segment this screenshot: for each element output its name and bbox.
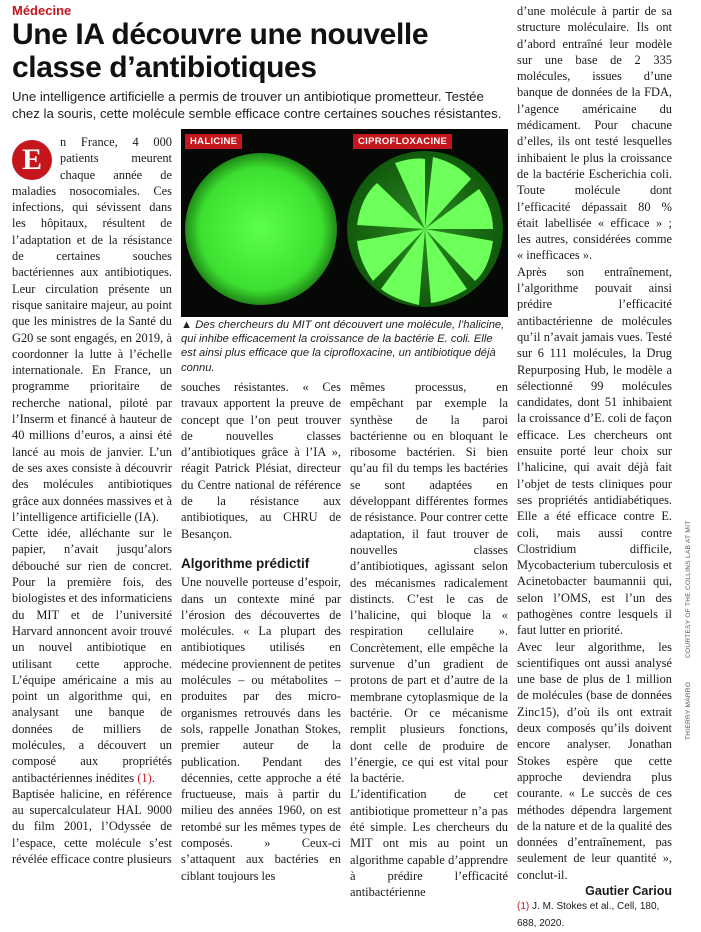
paragraph: L’identification de cet antibiotique prometteur n’a pas été simple. Les chercheurs du MIT ont mis au point un algorithme capable d’apprendre à prédire l’efficacité antibactérienne	[350, 787, 508, 900]
paragraph-text: Cette idée, alléchante sur le papier, n’avait jusqu’alors débouché sur rien de concret. Pour la première fois, des biologistes et des informaticiens du MIT et de l’université Harvard annoncent avoir trouvé un nouvel antibiotique en utilisant cette approche. L’équipe américaine a mis au point un algorithme qui, en analysant une banque de données de milliers de molécules, a découvert un composé aux propriétés antibactériennes inédites	[12, 526, 173, 785]
paragraph: Avec leur algorithme, les scientifiques ont aussi analysé une base de plus de 1 million de molécules (base de données Zinc15), d’où ils ont extrait deux composés qu’ils doivent encore analyser. Jonathan Stokes espère que cette approche deviendra plus courante. « Le succès de ces méthodes dépendra largement de la nature et de la qualité des données d’entraînement, pas seulement de leur quantité », conclut-il.	[517, 639, 672, 882]
petri-dish-photo	[181, 129, 508, 317]
column-2	[181, 379, 341, 884]
paragraph-end: .	[151, 770, 155, 785]
paragraph: n France, 4 000 patients meurent chaque année de maladies nosocomiales. Ces infections, qui sévissent dans les hôpitaux, résultent de l’adaptation et de la résistance de certaines souches bactériennes aux antibiotiques. Leur circulation présente un risque sanitaire majeur, au point que les ministres de la Santé du G20 se sont engagés, en 2019, à coordonner la lutte à l’échelle internationale. En France, un programme prioritaire de recherche national, piloté par l’Inserm et financé à hauteur de 40 millions d’euros, a ainsi été lancé au mois de janvier. L’un de ses axes consiste à découvrir des molécules antibiotiques grâce aux données massives et à l’intelligence artificielle (IA).	[12, 135, 172, 524]
headline: Une IA découvre une nouvelle classe d’antibiotiques	[12, 18, 429, 84]
credits	[683, 520, 695, 840]
rubric: Médecine	[12, 3, 72, 18]
paragraph: Baptisée halicine, en référence au supercalculateur HAL 9000 du film 2001, l’Odyssée de l’espace, cette molécule s’est révélée efficace contre plusieurs	[12, 786, 172, 867]
standfirst: Une intelligence artificielle a permis de trouver un antibiotique prometteur. Testée chez la souris, cette molécule semble efficace contre certaines souches résistantes.	[12, 89, 502, 121]
reference-marker: (1)	[137, 770, 152, 785]
footnote	[517, 899, 672, 932]
caption-marker: ▲	[181, 319, 193, 331]
paragraph	[12, 525, 172, 786]
paragraph: Une nouvelle porteuse d’espoir, dans un contexte miné par l’érosion des découvertes de molécules. « La plupart des antibiotiques utilisés en médecine proviennent de petites molécules – ou métabolites – produites par des micro-organismes retrouvés dans les sols, rappelle Jonathan Stokes, premier auteur de la publication. Pendant des décennies, cette approche a été fructueuse, mais à partir du milieu des années 1960, on est retombé sur les mêmes types de composés. » Ceux-ci s’attaquent aux bactéries en ciblant toujours les	[181, 575, 341, 883]
author-byline: Gautier Cariou	[585, 884, 672, 899]
column-1	[12, 134, 172, 867]
paragraph: souches résistantes. « Ces travaux apportent la preuve de concept que l’on peut trouver de nouvelles classes d’antibiotiques grâce à l’IA », réagit Patrick Plésiat, directeur du Centre national de référence de la résistance aux antibiotiques, au CHRU de Besançon.	[181, 380, 341, 541]
dropcap: E	[12, 140, 52, 180]
footnote-text: J. M. Stokes et al., Cell, 180, 688, 2020.	[517, 901, 660, 929]
footnote-marker: (1)	[517, 901, 530, 913]
paragraph: d’une molécule à partir de sa structure moléculaire. Ils ont d’abord entraîné leur modèle sur une base de 2 335 molécules, issues d’une banque de données de la FDA, l’agence américaine du médicament. Pour chacune d’elles, ils ont testé lesquelles inhibaient le plus la croissance de la bactérie Escherichia coli. Toute molécule dont l’efficacité dépassait 80 % était labellisée « efficace » ; les autres, considérées comme « inefficaces ».	[517, 4, 672, 263]
halicine-label: HALICINE	[185, 134, 242, 149]
photo-caption	[181, 318, 508, 375]
caption-text: Des chercheurs du MIT ont découvert une molécule, l’halicine, qui inhibe efficacement la croissance de la bactérie E. coli. Elle est ainsi plus efficace que la ciprofloxacine, un antibiotique déjà connu.	[181, 319, 505, 374]
paragraph: Après son entraînement, l’algorithme pouvait ainsi prédire l’efficacité antibactérienne de molécules qu’il n’avait jamais vues. Testé sur 6 111 molécules, la Drug Repurposing Hub, le modèle a sélectionné 99 molécules candidates, dont 51 inhibaient la croissance d’E. coli de façon efficace. Les chercheurs ont ensuite porté leur choix sur l’halicine, qui avait déjà fait l’objet de tests cliniques pour ses propriétés antidiabétiques. Elle a été efficace contre E. coli, mais aussi contre Clostridium difficile, Mycobacterium tuberculosis et Acinetobacter baumannii qui, selon l’OMS, est l’un des pathogènes contre lesquels il faut lutter en priorité.	[517, 264, 672, 638]
column-4	[517, 3, 672, 932]
photo-credit: COURTESY OF THE COLLINS LAB AT MIT	[685, 520, 692, 658]
petri-dish-image	[181, 129, 508, 317]
column-3	[350, 379, 508, 901]
subhead: Algorithme prédictif	[181, 555, 310, 571]
halicine-dish	[185, 153, 337, 305]
paragraph: mêmes processus, en empêchant par exemple la synthèse de la paroi bactérienne ou en bloquant le ribosome bactérien. Si bien qu’au fil du temps les bactéries se sont adaptées en développant différentes formes de résistance. Pour contrer cette adaptation, il faut trouver de nouvelles classes d’antibiotiques, agissant selon des mécanismes radicalement distincts. C’est le cas de l’halicine, qui bloque la « respiration cellulaire ». Concrètement, elle empêche la survenue d’un gradient de protons de part et d’autre de la membrane cytoplasmique de la bactérie. Or ce mécanisme remplit plusieurs fonctions, dont celle de produire de l’énergie, ce qui est vital pour la bactérie.	[350, 380, 508, 786]
ciprofloxacine-label: CIPROFLOXACINE	[353, 134, 452, 149]
author-credit: THIERRY MARRO	[685, 681, 692, 740]
